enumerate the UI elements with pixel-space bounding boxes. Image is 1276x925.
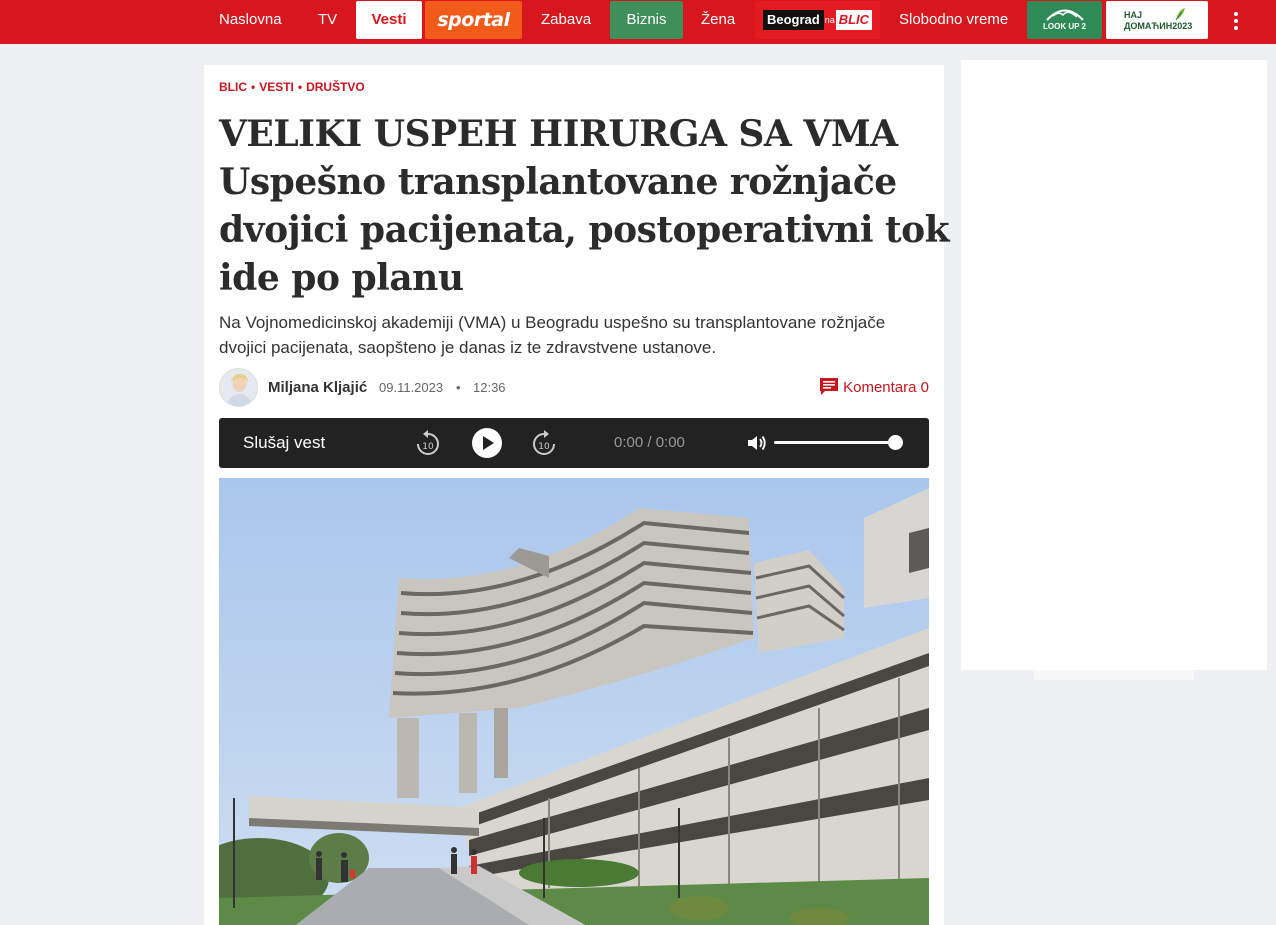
rewind-10-label: 10 <box>422 442 434 452</box>
nav-tv[interactable]: TV <box>318 11 338 28</box>
comments-link[interactable] <box>819 377 929 396</box>
lead-line: Na Vojnomedicinskoj akademiji (VMA) u Beogradu uspešno su transplantovane rožnjače <box>219 313 886 332</box>
nav-naslovna[interactable]: Naslovna <box>219 11 282 28</box>
author-name[interactable]: Miljana Kljajić <box>268 379 368 396</box>
sidebar-ad-footer <box>1034 670 1194 680</box>
forward-10-icon[interactable] <box>531 429 557 457</box>
rewind-10-icon[interactable] <box>415 429 441 457</box>
author-avatar[interactable] <box>219 368 258 407</box>
headline-line: VELIKI USPEH HIRURGA SA VMA <box>219 113 898 155</box>
lead-line: dvojici pacijenata, saopšteno je danas iz te zdravstvene ustanove. <box>219 338 717 357</box>
nav-sportal[interactable]: sportal <box>425 1 522 39</box>
article-photo <box>219 478 929 925</box>
article-lead <box>219 310 931 360</box>
headline-line: Uspešno transplantovane rožnjače <box>219 161 897 203</box>
listen-label: Slušaj vest <box>243 433 326 452</box>
beograd-logo-na: na <box>824 15 835 25</box>
globe-icon <box>1045 7 1085 21</box>
forward-10-label: 10 <box>538 442 550 452</box>
comment-icon <box>819 377 839 396</box>
breadcrumb <box>219 80 365 94</box>
article-card <box>204 65 950 925</box>
audio-player <box>219 418 929 468</box>
publish-time: 12:36 <box>473 380 506 395</box>
breadcrumb-dot: • <box>297 80 303 94</box>
beograd-logo-word: Beograd <box>763 10 824 30</box>
comments-count: Komentara 0 <box>843 379 929 396</box>
byline <box>219 368 929 408</box>
beograd-logo-blic: BLIC <box>836 10 872 30</box>
headline-line: ide po planu <box>219 257 464 299</box>
top-navigation <box>0 0 1276 44</box>
nav-slobodno-vreme[interactable]: Slobodno vreme <box>899 11 1009 28</box>
volume-slider-handle[interactable] <box>888 435 903 450</box>
play-icon <box>472 428 502 458</box>
breadcrumb-blic[interactable]: BLIC <box>219 80 247 94</box>
player-time: 0:00 / 0:00 <box>614 434 685 451</box>
play-button[interactable] <box>472 428 502 458</box>
more-menu-icon[interactable] <box>1226 9 1246 33</box>
breadcrumb-vesti[interactable]: VESTI <box>259 80 294 94</box>
nav-biznis[interactable]: Biznis <box>610 1 683 39</box>
headline-line: dvojici pacijenata, postoperativni tok <box>219 209 950 251</box>
nav-look-up[interactable] <box>1027 1 1102 39</box>
nav-vesti[interactable]: Vesti <box>356 1 422 39</box>
article-headline <box>219 110 950 302</box>
byline-separator: • <box>456 380 461 395</box>
leaf-icon <box>1174 7 1186 21</box>
publish-date: 09.11.2023 <box>379 380 444 395</box>
volume-icon[interactable] <box>746 433 768 453</box>
nav-beograd-na-blic[interactable] <box>755 1 880 39</box>
naj-line2: ДОМАЋИН2023 <box>1124 21 1193 31</box>
look-up-label: LOOK UP 2 <box>1043 22 1086 31</box>
sidebar-ad[interactable] <box>961 60 1267 670</box>
naj-line1: НАЈ <box>1124 10 1143 20</box>
nav-naj-domacin[interactable] <box>1106 1 1208 39</box>
breadcrumb-dot: • <box>251 80 256 94</box>
volume-slider-track[interactable] <box>774 441 896 444</box>
breadcrumb-drustvo[interactable]: DRUŠTVO <box>306 80 365 94</box>
nav-zena[interactable]: Žena <box>701 11 736 28</box>
nav-zabava[interactable]: Zabava <box>541 11 592 28</box>
